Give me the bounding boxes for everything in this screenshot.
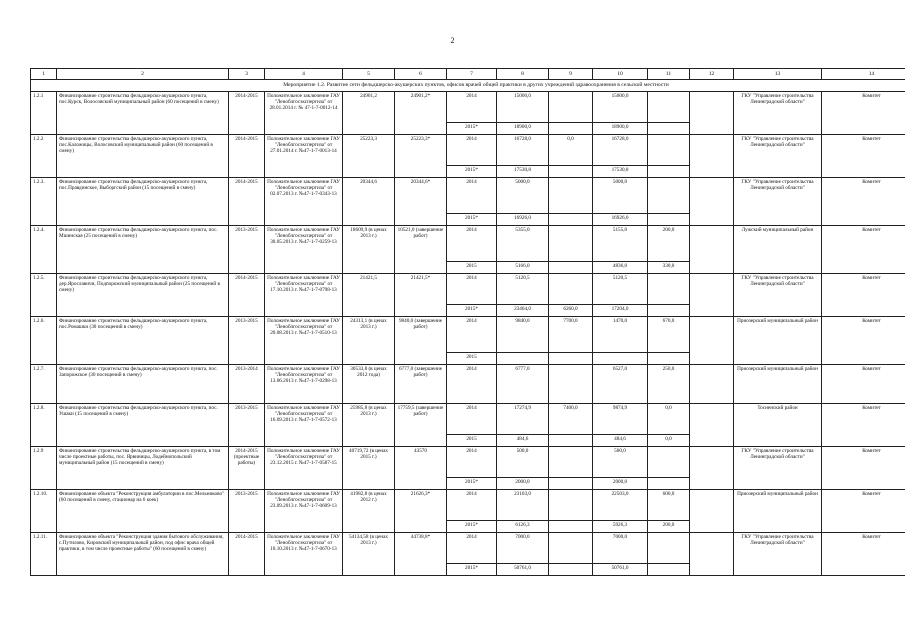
remaining-cost-cell: 44738,8* [395, 533, 447, 576]
regional-cell: 9874,9 [593, 404, 648, 435]
period-cell: 2013-2014 [229, 365, 265, 404]
expertise-cell: Положительное заключение ГАУ "Леноблгосэкспертиза" от 16.09.2013 г. №47-1-7-0572-13 [265, 404, 343, 447]
remaining-cost-cell: 6777,0 (завершение работ) [395, 365, 447, 404]
column-number-cell: 6 [395, 69, 447, 80]
page-number: 2 [450, 36, 455, 45]
year-cell: 2015* [447, 214, 497, 226]
year-cell: 2014 [447, 533, 497, 564]
other-sources-cell [690, 92, 734, 135]
recipient-cell: ГКУ "Управление строительства Ленинградской области" [734, 135, 822, 178]
year-cell: 2015* [447, 305, 497, 317]
municipal-cell [648, 447, 690, 478]
column-number-cell: 2 [57, 69, 229, 80]
expertise-cell: Положительное заключение ГАУ "Леноблгосэкспертиза" от 02.07.2013 г. №47-1-7-0343-13 [265, 178, 343, 226]
expertise-cell: Положительное заключение ГАУ "Леноблгосэкспертиза" от 23.09.2013 г. №47-1-7-0609-13 [265, 490, 343, 533]
table-row [31, 404, 905, 435]
remaining-cost-cell: 21626,3* [395, 490, 447, 533]
period-cell: 2013-2015 [229, 490, 265, 533]
federal-cell [549, 521, 593, 533]
municipal-cell [648, 274, 690, 305]
expertise-cell: Положительное заключение ГАУ "Леноблгосэкспертиза" от 27.01.2014 г. №47-1-7-0013-14 [265, 135, 343, 178]
period-cell: 2013-2015 [229, 404, 265, 447]
responsible-cell: Комитет [822, 490, 905, 533]
table-row [31, 365, 905, 404]
total-cell: 484,6 [497, 435, 549, 447]
year-cell: 2015 [447, 353, 497, 365]
regional-cell: 17204,0 [593, 305, 648, 317]
table-row [31, 135, 905, 166]
regional-cell: 5155,0 [593, 226, 648, 262]
total-cell: 6777,0 [497, 365, 549, 404]
column-number-cell: 9 [549, 69, 593, 80]
responsible-cell: Комитет [822, 178, 905, 226]
total-cell: 50761,0 [497, 564, 549, 576]
description-cell: Финансирование объекта "Реконструкция здания бытового обслуживания, с.Путилово, Кировский муниципальный район, под офис врача общей практики, в том числе проектные работы" (60 посещений в смену) [57, 533, 229, 576]
regional-cell: 5000,0 [593, 178, 648, 214]
federal-cell [549, 490, 593, 521]
year-cell: 2014 [447, 365, 497, 404]
federal-cell: 7700,0 [549, 317, 593, 353]
description-cell: Финансирование строительства фельдшерско-акушерского пункта, в том числе проектные работы, пос. Ярвиницы, Лодейнопольский муниципальный район (15 посещений в смену) [57, 447, 229, 490]
column-number-cell: 12 [690, 69, 734, 80]
total-cell: 23103,0 [497, 490, 549, 521]
responsible-cell: Комитет [822, 135, 905, 178]
row-number-cell: 1.2.5. [31, 274, 57, 317]
municipal-cell [648, 135, 690, 166]
municipal-cell [648, 564, 690, 576]
total-cell: 7000,0 [497, 533, 549, 564]
description-cell: Финансирование строительства фельдшерско-акушерского пункта, пос.Правдинское, Выборгский район (15 посещений в смену) [57, 178, 229, 226]
column-number-cell: 1 [31, 69, 57, 80]
recipient-cell: Приозерский муниципальный район [734, 365, 822, 404]
federal-cell [549, 262, 593, 274]
municipal-cell: 0,0 [648, 404, 690, 435]
expertise-cell: Положительное заключение ГАУ "Леноблгосэкспертиза" от 30.05.2013 г. №47-1-7-0259-13 [265, 226, 343, 274]
column-number-cell: 4 [265, 69, 343, 80]
total-cell: 18900,0 [497, 123, 549, 135]
municipal-cell: 670,0 [648, 317, 690, 353]
federal-cell [549, 353, 593, 365]
table-row [31, 226, 905, 262]
regional-cell: 2000,0 [593, 478, 648, 490]
expertise-cell: Положительное заключение ГАУ "Леноблгосэкспертиза" от 28.01.2014 г. № 47-1-7-0012-14 [265, 92, 343, 135]
period-cell: 2014-2015 [229, 178, 265, 226]
total-cell: 6126,3 [497, 521, 549, 533]
other-sources-cell [690, 404, 734, 447]
year-cell: 2015* [447, 478, 497, 490]
recipient-cell: ГКУ "Управление строительства Ленинградской области" [734, 447, 822, 490]
row-number-cell: 1.2.2 [31, 135, 57, 178]
federal-cell [549, 178, 593, 214]
period-cell: 2014-2015 [229, 274, 265, 317]
description-cell: Финансирование объекта "Реконструкция амбулатории в пос.Мельниково" (60 посещений в смену, стационар на 6 коек) [57, 490, 229, 533]
row-number-cell: 1.2.10. [31, 490, 57, 533]
regional-cell: 16728,0 [593, 135, 648, 166]
cost-cell: 54134,58 (в ценах 2013 г.) [343, 533, 395, 576]
year-cell: 2014 [447, 317, 497, 353]
federal-cell [549, 123, 593, 135]
period-cell: 2013-2015 [229, 317, 265, 365]
federal-cell [549, 226, 593, 262]
recipient-cell: ГКУ "Управление строительства Ленинградской области" [734, 274, 822, 317]
municipal-cell: 0,0 [648, 435, 690, 447]
recipient-cell: ГКУ "Управление строительства Ленинградской области" [734, 533, 822, 576]
section-title: Мероприятие 1.2. Развитие сети фельдшерско-акушерских пунктов, офисов врачей общей практики в других учреждений здравоохранения в сельской местности [31, 80, 905, 92]
remaining-cost-cell: 20344,6* [395, 178, 447, 226]
total-cell: 15000,0 [497, 92, 549, 123]
regional-cell [593, 353, 648, 365]
regional-cell: 5120,5 [593, 274, 648, 305]
total-cell: 9840,0 [497, 317, 549, 353]
municipal-cell: 250,0 [648, 365, 690, 404]
federal-cell [549, 478, 593, 490]
municipal-cell: 600,0 [648, 490, 690, 521]
other-sources-cell [690, 365, 734, 404]
federal-cell [549, 365, 593, 404]
section-row [31, 80, 905, 92]
other-sources-cell [690, 178, 734, 226]
year-cell: 2015* [447, 166, 497, 178]
year-cell: 2014 [447, 447, 497, 478]
remaining-cost-cell: 43570 [395, 447, 447, 490]
regional-cell: 50761,0 [593, 564, 648, 576]
regional-cell: 17530,8 [593, 166, 648, 178]
responsible-cell: Комитет [822, 447, 905, 490]
description-cell: Финансирование строительства фельдшерско-акушерского пункта, пос.Курск, Волосовский муниципальный район (60 посещений в смену) [57, 92, 229, 135]
cost-cell: 20344,6 [343, 178, 395, 226]
regional-cell: 4836,0 [593, 262, 648, 274]
other-sources-cell [690, 317, 734, 365]
expertise-cell: Положительное заключение ГАУ "Леноблгосэкспертиза" от 20.08.2013 г. №47-1-7-0510-13 [265, 317, 343, 365]
municipal-cell [648, 92, 690, 123]
responsible-cell: Комитет [822, 404, 905, 447]
column-number-cell: 11 [648, 69, 690, 80]
row-number-cell: 1.2.9 [31, 447, 57, 490]
description-cell: Финансирование строительства фельдшерско-акушерского пункта, пос.Ромашки (30 посещений в смену) [57, 317, 229, 365]
recipient-cell: Приозерский муниципальный район [734, 490, 822, 533]
federal-cell [549, 166, 593, 178]
column-number-cell: 3 [229, 69, 265, 80]
total-cell: 5000,0 [497, 178, 549, 214]
table-row [31, 533, 905, 564]
cost-cell: 24313,1 (в ценах 2013 г.) [343, 317, 395, 365]
recipient-cell: ГКУ "Управление строительства Ленинградской области" [734, 178, 822, 226]
federal-cell [549, 533, 593, 564]
total-cell: 23464,0 [497, 305, 549, 317]
year-cell: 2015 [447, 435, 497, 447]
column-number-cell: 13 [734, 69, 822, 80]
remaining-cost-cell: 25223,3* [395, 135, 447, 178]
cost-cell: 25223,3 [343, 135, 395, 178]
period-cell: 2014-2015 [229, 135, 265, 178]
column-number-cell: 7 [447, 69, 497, 80]
other-sources-cell [690, 226, 734, 274]
other-sources-cell [690, 490, 734, 533]
total-cell: 17530,8 [497, 166, 549, 178]
total-cell: 17274,9 [497, 404, 549, 435]
year-cell: 2015* [447, 564, 497, 576]
municipal-cell: 200,0 [648, 226, 690, 262]
cost-cell: 40719,72 (в ценах 2015 г.) [343, 447, 395, 490]
federal-cell: 7400,0 [549, 404, 593, 435]
year-cell: 2014 [447, 490, 497, 521]
federal-cell: 0,0 [549, 135, 593, 166]
regional-cell: 18900,0 [593, 123, 648, 135]
responsible-cell: Комитет [822, 226, 905, 274]
description-cell: Финансирование строительства фельдшерско-акушерского пункта, пос.Каложицы, Волосовский муниципальный район (60 посещений в смену) [57, 135, 229, 178]
total-cell: 16926,0 [497, 214, 549, 226]
municipal-cell [648, 178, 690, 214]
total-cell: 2000,0 [497, 478, 549, 490]
year-cell: 2014 [447, 178, 497, 214]
municipal-cell: 200,0 [648, 521, 690, 533]
expertise-cell: Положительное заключение ГАУ "Леноблгосэкспертиза" от 13.06.2013 г. №47-1-7-0298-13 [265, 365, 343, 404]
year-cell: 2014 [447, 135, 497, 166]
federal-cell: 6260,0 [549, 305, 593, 317]
table-row [31, 317, 905, 353]
expertise-cell: Положительное заключение ГАУ "Леноблгосэкспертиза" от 23.12.2015 г. №47-1-7-0587-15 [265, 447, 343, 490]
total-cell: 5355,0 [497, 226, 549, 262]
total-cell: 16728,0 [497, 135, 549, 166]
recipient-cell: Тосненский район [734, 404, 822, 447]
period-cell: 2013-2015 [229, 226, 265, 274]
municipal-cell [648, 478, 690, 490]
remaining-cost-cell: 9840,0 (завершение работ) [395, 317, 447, 365]
row-number-cell: 1.2.11. [31, 533, 57, 576]
federal-cell [549, 564, 593, 576]
municipal-cell [648, 214, 690, 226]
table-row [31, 447, 905, 478]
federal-cell [549, 214, 593, 226]
municipal-cell: 330,0 [648, 262, 690, 274]
municipal-cell [648, 305, 690, 317]
regional-cell: 7000,0 [593, 533, 648, 564]
column-number-cell: 14 [822, 69, 905, 80]
regional-cell: 6527,0 [593, 365, 648, 404]
cost-cell: 18609,9 (в ценах 2013 г.) [343, 226, 395, 274]
responsible-cell: Комитет [822, 533, 905, 576]
period-cell: 2014-2015 (проектные работы) [229, 447, 265, 490]
description-cell: Финансирование строительства фельдшерско-акушерского пункта, пос. Мшинская (25 посещений в смену) [57, 226, 229, 274]
row-number-cell: 1.2.8. [31, 404, 57, 447]
expertise-cell: Положительное заключение ГАУ "Леноблгосэкспертиза" от 17.10.2013 г. №47-1-7-0798-13 [265, 274, 343, 317]
expertise-cell: Положительное заключение ГАУ "Леноблгосэкспертиза" от 10.10.2013 г. №47-1-7-0670-13 [265, 533, 343, 576]
municipal-cell [648, 533, 690, 564]
federal-cell [549, 435, 593, 447]
year-cell: 2014 [447, 92, 497, 123]
cost-cell: 30533,8 (в ценах 2012 года) [343, 365, 395, 404]
program-table [30, 68, 905, 576]
year-cell: 2015* [447, 123, 497, 135]
cost-cell: 21421,5 [343, 274, 395, 317]
regional-cell: 5926,3 [593, 521, 648, 533]
remaining-cost-cell: 24901,2* [395, 92, 447, 135]
column-number-cell: 10 [593, 69, 648, 80]
row-number-cell: 1.2.1 [31, 92, 57, 135]
description-cell: Финансирование строительства фельдшерско-акушерского пункта, дер.Ярославичи, Подпорожский муниципальный район (25 посещений в смену) [57, 274, 229, 317]
year-cell: 2014 [447, 404, 497, 435]
regional-cell: 500,0 [593, 447, 648, 478]
period-cell: 2014-2015 [229, 533, 265, 576]
total-cell [497, 353, 549, 365]
other-sources-cell [690, 533, 734, 576]
table-row [31, 92, 905, 123]
row-number-cell: 1.2.3. [31, 178, 57, 226]
table-row [31, 178, 905, 214]
regional-cell: 484,6 [593, 435, 648, 447]
year-cell: 2015* [447, 521, 497, 533]
cost-cell: 25985,8 (в ценах 2013 г.) [343, 404, 395, 447]
responsible-cell: Комитет [822, 274, 905, 317]
description-cell: Финансирование строительства фельдшерско-акушерского пункта, пос. Запорожское (30 посещений в смену) [57, 365, 229, 404]
federal-cell [549, 92, 593, 123]
table-row [31, 274, 905, 305]
regional-cell: 16926,0 [593, 214, 648, 226]
cost-cell: 24901,2 [343, 92, 395, 135]
table-row [31, 490, 905, 521]
total-cell: 5120,5 [497, 274, 549, 305]
total-cell: 5166,0 [497, 262, 549, 274]
responsible-cell: Комитет [822, 365, 905, 404]
cost-cell: 41982,8 (в ценах 2012 г.) [343, 490, 395, 533]
municipal-cell [648, 123, 690, 135]
year-cell: 2014 [447, 274, 497, 305]
regional-cell: 1470,0 [593, 317, 648, 353]
regional-cell: 15000,0 [593, 92, 648, 123]
row-number-cell: 1.2.7. [31, 365, 57, 404]
federal-cell [549, 447, 593, 478]
row-number-cell: 1.2.6. [31, 317, 57, 365]
column-number-cell: 5 [343, 69, 395, 80]
total-cell: 500,0 [497, 447, 549, 478]
year-cell: 2014 [447, 226, 497, 262]
regional-cell: 22503,0 [593, 490, 648, 521]
column-number-cell: 8 [497, 69, 549, 80]
municipal-cell [648, 353, 690, 365]
year-cell: 2015 [447, 262, 497, 274]
description-cell: Финансирование строительства фельдшерско-акушерского пункта, пос. Ушаки (15 посещений в смену) [57, 404, 229, 447]
responsible-cell: Комитет [822, 317, 905, 365]
remaining-cost-cell: 10521,0 (завершение работ) [395, 226, 447, 274]
recipient-cell: Лужский муниципальный район [734, 226, 822, 274]
recipient-cell: ГКУ "Управление строительства Ленинградской области" [734, 92, 822, 135]
row-number-cell: 1.2.4. [31, 226, 57, 274]
responsible-cell: Комитет [822, 92, 905, 135]
other-sources-cell [690, 274, 734, 317]
remaining-cost-cell: 21421,5* [395, 274, 447, 317]
period-cell: 2014-2015 [229, 92, 265, 135]
other-sources-cell [690, 447, 734, 490]
remaining-cost-cell: 17759,5 (завершение работ) [395, 404, 447, 447]
header-row [31, 69, 905, 80]
municipal-cell [648, 166, 690, 178]
recipient-cell: Приозерский муниципальный район [734, 317, 822, 365]
other-sources-cell [690, 135, 734, 178]
federal-cell [549, 274, 593, 305]
